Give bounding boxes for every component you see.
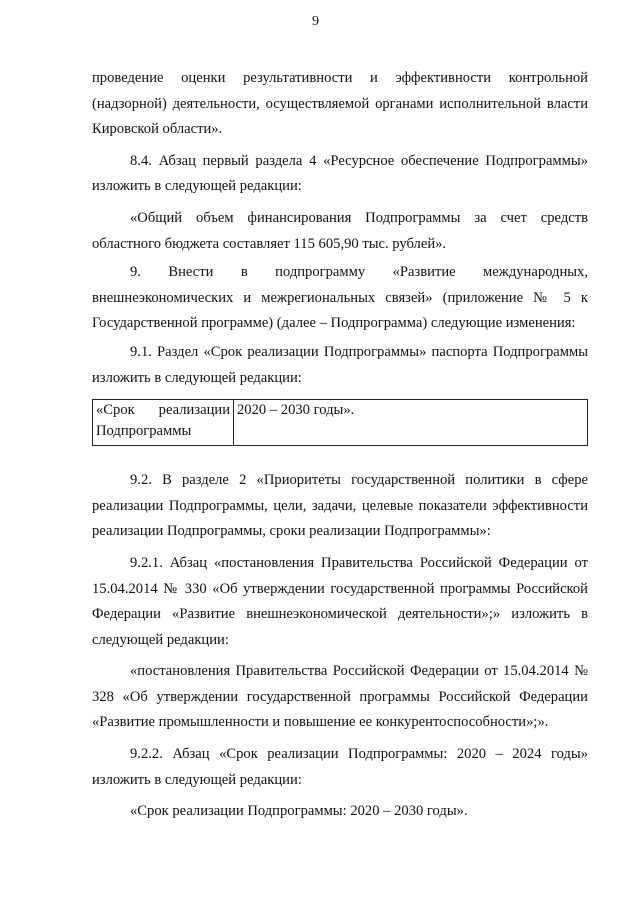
document-body [92, 66, 588, 825]
term-table [92, 399, 588, 446]
paragraph-9-2-1-quote: «постановления Правительства Российской Федерации от 15.04.2014 № 328 «Об утверждении государственной программы Российской Федерации «Развитие промышленности и повышение ее конкурентоспособности»;». [92, 663, 588, 731]
paragraph-9-2-2: 9.2.2. Абзац «Срок реализации Подпрограммы: 2020 – 2024 годы» изложить в следующей редакции: [92, 746, 588, 788]
paragraph-9: 9. Внести в подпрограмму «Развитие международных, внешнеэкономических и межрегиональных связей» (приложение № 5 к Государственной программе) (далее – Подпрограмма) следующие изменения: [92, 264, 588, 332]
table-label-line-1: «Срок реализации [96, 402, 230, 419]
table-label-line-2: Подпрограммы [96, 423, 192, 440]
paragraph-8-4: 8.4. Абзац первый раздела 4 «Ресурсное обеспечение Подпрограммы» изложить в следующей редакции: [92, 152, 588, 195]
table-value-cell: 2020 – 2030 годы». [234, 400, 588, 446]
paragraph-9-2-1: 9.2.1. Абзац «постановления Правительства Российской Федерации от 15.04.2014 № 330 «Об утверждении государственной программы Российской Федерации «Развитие внешнеэкономической деятельности»;» изложить в следующей редакции: [92, 554, 588, 648]
paragraph-9-2-2-quote: «Срок реализации Подпрограммы: 2020 – 2030 годы». [130, 803, 468, 820]
paragraph-9-2: 9.2. В разделе 2 «Приоритеты государственной политики в сфере реализации Подпрограммы, цели, задачи, целевые показатели эффективности реализации Подпрограммы, сроки реализации Подпрограммы»: [92, 472, 588, 540]
paragraph-continuation: проведение оценки результативности и эффективности контрольной (надзорной) деятельности, осуществляемой органами исполнительной власти Кировской области». [92, 70, 588, 138]
table-label-cell [93, 400, 234, 446]
page-number: 9 [312, 14, 319, 29]
paragraph-8-4-quote: «Общий объем финансирования Подпрограммы за счет средств областного бюджета составляет 115 605,90 тыс. рублей». [92, 209, 588, 252]
table-row [93, 400, 588, 446]
paragraph-9-1: 9.1. Раздел «Срок реализации Подпрограммы» паспорта Подпрограммы изложить в следующей редакции: [92, 343, 588, 386]
